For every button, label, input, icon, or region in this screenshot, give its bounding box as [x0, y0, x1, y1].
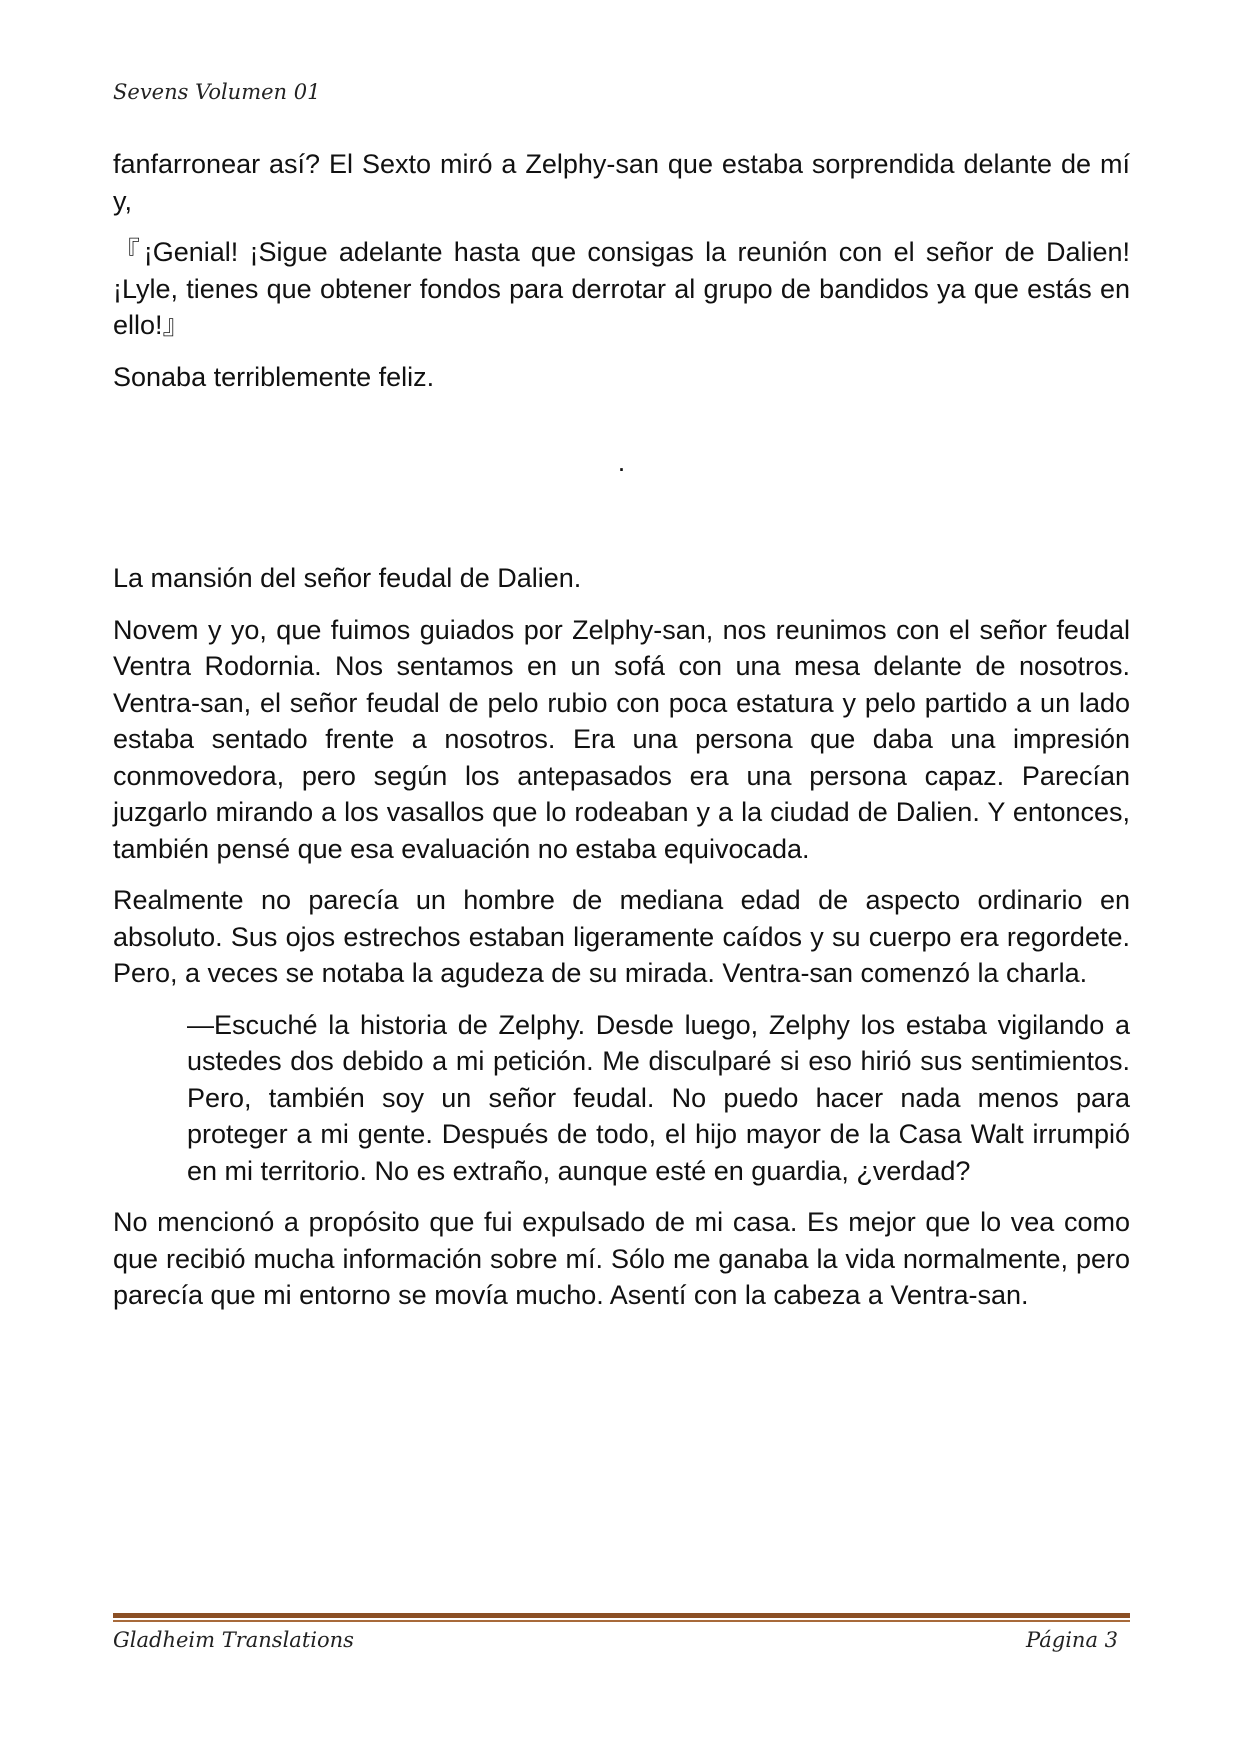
footer-credit: Gladheim Translations: [113, 1628, 354, 1652]
page-header-title: Sevens Volumen 01: [113, 80, 321, 104]
paragraph-7: No mencionó a propósito que fui expulsado de mi casa. Es mejor que lo vea como que recibió mucha información sobre mí. Sólo me ganaba la vida normalmente, pero parecía que mi entorno se movía mucho. Asentí con la cabeza a Ventra-san.: [113, 1207, 1130, 1310]
paragraph-2-dialogue: 『¡Genial! ¡Sigue adelante hasta que consigas la reunión con el señor de Dalien! ¡Lyle, tienes que obtener fondos para derrotar al grupo de bandidos ya que estás en ello!』: [113, 237, 1130, 340]
paragraph-5: Novem y yo, que fuimos guiados por Zelphy-san, nos reunimos con el señor feudal Ventra Rodornia. Nos sentamos en un sofá con una mesa delante de nosotros. Ventra-san, el señor feudal de pelo rubio con poca estatura y pelo partido a un lado estaba sentado frente a nosotros. Era una persona que daba una impresión conmovedora, pero según los antepasados era una persona capaz. Parecían juzgarlo mirando a los vasallos que lo rodeaban y a la ciudad de Dalien. Y entonces, también pensé que esa evaluación no estaba equivocada.: [113, 614, 1130, 864]
page-number: Página 3: [1026, 1628, 1118, 1652]
paragraph-1: fanfarronear así? El Sexto miró a Zelphy-san que estaba sorprendida delante de mí y,: [113, 149, 1130, 216]
paragraph-3: Sonaba terriblemente feliz.: [113, 361, 435, 392]
scene-separator: .: [617, 447, 626, 477]
indented-quote: —Escuché la historia de Zelphy. Desde luego, Zelphy los estaba vigilando a ustedes dos debido a mi petición. Me disculparé si eso hirió sus sentimientos. Pero, también soy un señor feudal. No puedo hacer nada menos para proteger a mi gente. Después de todo, el hijo mayor de la Casa Walt irrumpió en mi territorio. No es extraño, aunque esté en guardia, ¿verdad?: [187, 1009, 1130, 1186]
paragraph-4: La mansión del señor feudal de Dalien.: [113, 563, 582, 593]
footer-divider-thick: [113, 1613, 1130, 1618]
paragraph-6: Realmente no parecía un hombre de mediana edad de aspecto ordinario en absoluto. Sus ojos estrechos estaban ligeramente caídos y su cuerpo era regordete. Pero, a veces se notaba la agudeza de su mirada. Ventra-san comenzó la charla.: [113, 885, 1130, 988]
footer-divider-thin: [113, 1620, 1130, 1622]
document-body: [113, 146, 1130, 1329]
